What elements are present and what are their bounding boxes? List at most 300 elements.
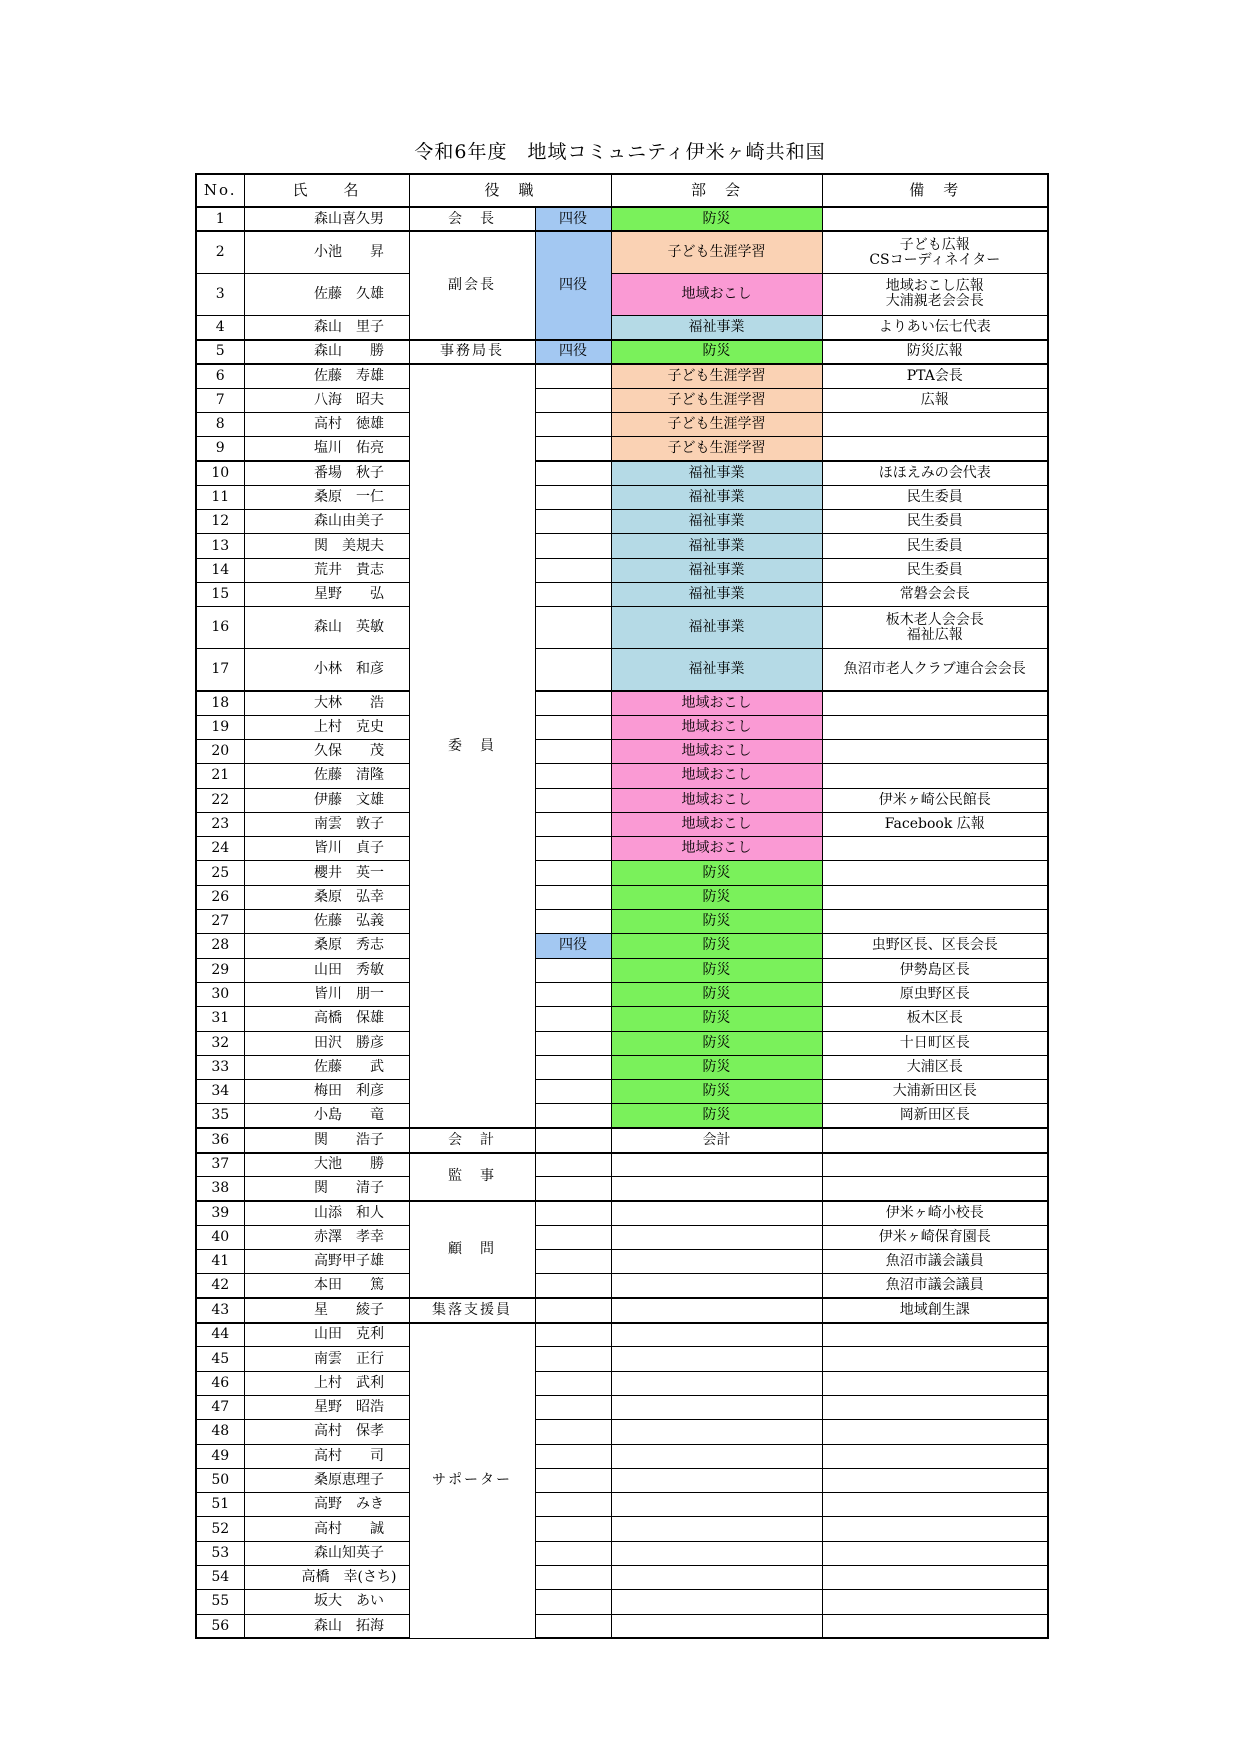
dept-cell: 地域おこし: [611, 812, 822, 836]
member-name: [244, 649, 409, 691]
row-number: 49: [196, 1444, 244, 1468]
member-name: [244, 388, 409, 412]
note-cell: [822, 1468, 1048, 1492]
dept-cell: 福祉事業: [611, 510, 822, 534]
member-name: [244, 1177, 409, 1201]
member-name: [244, 982, 409, 1006]
member-name-text: 関 美規夫: [314, 537, 384, 554]
yonyaku-cell: [535, 1395, 611, 1419]
row-number: 3: [196, 273, 244, 315]
dept-cell: [611, 1420, 822, 1444]
row-number: 30: [196, 982, 244, 1006]
yonyaku-cell: [535, 1371, 611, 1395]
yonyaku-cell: [535, 1323, 611, 1347]
table-row: [196, 437, 1048, 461]
note-cell: [822, 510, 1048, 534]
member-name: [244, 1104, 409, 1128]
yonyaku-cell: [535, 1444, 611, 1468]
row-number: 22: [196, 788, 244, 812]
member-name: [244, 861, 409, 885]
dept-cell: 防災: [611, 910, 822, 934]
yonyaku-cell: [535, 1420, 611, 1444]
member-name: [244, 1153, 409, 1177]
header-position: 役 職: [409, 174, 611, 207]
table-row: [196, 1347, 1048, 1371]
dept-cell: 防災: [611, 1080, 822, 1104]
member-name: [244, 1201, 409, 1225]
row-number: 35: [196, 1104, 244, 1128]
dept-cell: 防災: [611, 1055, 822, 1079]
row-number: 5: [196, 340, 244, 364]
note-cell: [822, 1590, 1048, 1614]
member-name: [244, 364, 409, 388]
table-row: [196, 1614, 1048, 1638]
dept-cell: 福祉事業: [611, 649, 822, 691]
table-row: [196, 1590, 1048, 1614]
yonyaku-cell: [535, 861, 611, 885]
table-row: [196, 340, 1048, 364]
position-fukukaicho: 副会長: [409, 231, 535, 339]
note-cell: [822, 812, 1048, 836]
note-cell: [822, 1614, 1048, 1638]
row-number: 32: [196, 1031, 244, 1055]
note-text: 子ども広報: [899, 236, 970, 253]
row-number: 29: [196, 958, 244, 982]
row-number: 7: [196, 388, 244, 412]
yonyaku-cell: [535, 649, 611, 691]
table-row: [196, 1517, 1048, 1541]
dept-cell: 地域おこし: [611, 788, 822, 812]
note-cell: [822, 1347, 1048, 1371]
member-name-text: 塩川 佑亮: [314, 440, 384, 457]
row-number: 23: [196, 812, 244, 836]
table-row: [196, 315, 1048, 339]
member-name-text: 星野 弘: [314, 586, 384, 603]
member-name-text: 伊藤 文雄: [314, 791, 384, 808]
yonyaku-cell: [535, 1468, 611, 1492]
dept-cell: 子ども生涯学習: [611, 231, 822, 273]
member-name: [244, 510, 409, 534]
member-name-text: 南雲 敦子: [314, 815, 384, 832]
member-name: [244, 1566, 409, 1590]
row-number: 52: [196, 1517, 244, 1541]
member-name-text: 関 浩子: [314, 1131, 384, 1148]
row-number: 37: [196, 1153, 244, 1177]
position-iin: 委 員: [409, 364, 535, 1128]
note-cell: [822, 207, 1048, 231]
member-name-text: 大池 勝: [314, 1156, 384, 1173]
note-text: 板木区長: [906, 1010, 963, 1027]
yonyaku-cell: [535, 510, 611, 534]
table-header-row: [196, 174, 1048, 207]
note-cell: [822, 437, 1048, 461]
member-name: [244, 1298, 409, 1322]
member-name-text: 高村 徳雄: [314, 416, 384, 433]
member-name-text: 佐藤 弘義: [314, 913, 384, 930]
position-jimukyokucho: 事務局長: [409, 340, 535, 364]
row-number: 31: [196, 1007, 244, 1031]
yonyaku-cell: [535, 1080, 611, 1104]
member-name-text: 高橋 幸(さち): [301, 1569, 397, 1586]
note-cell: [822, 1104, 1048, 1128]
dept-cell: 防災: [611, 1031, 822, 1055]
row-number: 55: [196, 1590, 244, 1614]
note-cell: [822, 388, 1048, 412]
note-cell: [822, 558, 1048, 582]
member-name: [244, 1031, 409, 1055]
note-cell: [822, 1153, 1048, 1177]
dept-cell: 福祉事業: [611, 485, 822, 509]
note-cell: [822, 958, 1048, 982]
position-supporter: サポーター: [409, 1323, 535, 1639]
note-text: 地域おこし広報: [885, 278, 984, 295]
dept-cell: 地域おこし: [611, 764, 822, 788]
dept-cell: 福祉事業: [611, 607, 822, 649]
table-row: [196, 1298, 1048, 1322]
table-row: [196, 715, 1048, 739]
note-cell: [822, 273, 1048, 315]
member-name-text: 桑原 弘幸: [314, 888, 384, 905]
member-name-text: 森山 英敏: [314, 619, 384, 636]
table-row: [196, 1468, 1048, 1492]
note-text: 岡新田区長: [899, 1107, 970, 1124]
table-row: [196, 1371, 1048, 1395]
note-text: 防災広報: [906, 343, 963, 360]
position-kanji: 監 事: [409, 1153, 535, 1202]
row-number: 34: [196, 1080, 244, 1104]
table-row: [196, 1566, 1048, 1590]
note-cell: [822, 1444, 1048, 1468]
row-number: 56: [196, 1614, 244, 1638]
row-number: 48: [196, 1420, 244, 1444]
table-row: [196, 837, 1048, 861]
note-cell: [822, 1566, 1048, 1590]
member-name: [244, 934, 409, 958]
position-kaicho: 会 長: [409, 207, 535, 231]
row-number: 41: [196, 1250, 244, 1274]
row-number: 21: [196, 764, 244, 788]
note-text: 伊勢島区長: [899, 961, 970, 978]
member-name: [244, 812, 409, 836]
row-number: 8: [196, 412, 244, 436]
yonyaku-cell: [535, 1298, 611, 1322]
dept-cell: 防災: [611, 958, 822, 982]
member-name: [244, 207, 409, 231]
position-kaikei: 会 計: [409, 1128, 535, 1152]
yonyaku-cell: 四役: [535, 207, 611, 231]
note-cell: [822, 231, 1048, 273]
member-name-text: 森山喜久男: [314, 210, 384, 227]
member-name-text: 桑原 秀志: [314, 937, 384, 954]
member-name-text: 番場 秋子: [314, 464, 384, 481]
dept-cell: [611, 1347, 822, 1371]
table-row: [196, 207, 1048, 231]
row-number: 10: [196, 461, 244, 485]
yonyaku-cell: [535, 558, 611, 582]
member-name: [244, 1055, 409, 1079]
row-number: 50: [196, 1468, 244, 1492]
table-row: [196, 649, 1048, 691]
yonyaku-cell: [535, 1566, 611, 1590]
member-name: [244, 558, 409, 582]
member-name: [244, 273, 409, 315]
member-name-text: 森山 勝: [314, 343, 384, 360]
member-name: [244, 461, 409, 485]
row-number: 4: [196, 315, 244, 339]
yonyaku-badge: 四役: [535, 231, 611, 339]
table-row: [196, 231, 1048, 273]
row-number: 26: [196, 885, 244, 909]
table-row: [196, 982, 1048, 1006]
yonyaku-cell: [535, 388, 611, 412]
member-name: [244, 1468, 409, 1492]
note-text: 伊米ヶ崎保育園長: [878, 1229, 991, 1246]
dept-cell: [611, 1590, 822, 1614]
note-cell: [822, 885, 1048, 909]
dept-cell: 防災: [611, 1007, 822, 1031]
note-text: 常磐会会長: [899, 586, 970, 603]
member-name-text: 佐藤 久雄: [314, 285, 384, 302]
note-cell: [822, 1201, 1048, 1225]
table-row: [196, 1323, 1048, 1347]
dept-cell: 防災: [611, 207, 822, 231]
member-name-text: 小池 昇: [314, 244, 384, 261]
member-name: [244, 315, 409, 339]
member-name: [244, 1080, 409, 1104]
note-cell: [822, 1395, 1048, 1419]
table-row: [196, 691, 1048, 715]
member-name-text: 高村 司: [314, 1447, 384, 1464]
yonyaku-cell: [535, 982, 611, 1006]
note-text: Facebook 広報: [884, 815, 985, 832]
yonyaku-cell: [535, 1225, 611, 1249]
yonyaku-cell: [535, 364, 611, 388]
table-row: [196, 1031, 1048, 1055]
row-number: 33: [196, 1055, 244, 1079]
row-number: 25: [196, 861, 244, 885]
yonyaku-cell: [535, 1590, 611, 1614]
note-cell: [822, 315, 1048, 339]
member-name-text: 本田 篤: [314, 1277, 384, 1294]
row-number: 53: [196, 1541, 244, 1565]
member-name: [244, 910, 409, 934]
member-name-text: 山田 克利: [314, 1326, 384, 1343]
yonyaku-cell: [535, 485, 611, 509]
member-name-text: 梅田 利彦: [314, 1083, 384, 1100]
member-name-text: 山田 秀敏: [314, 961, 384, 978]
note-text: 地域創生課: [899, 1301, 970, 1318]
yonyaku-cell: 四役: [535, 340, 611, 364]
yonyaku-cell: [535, 764, 611, 788]
yonyaku-cell: [535, 788, 611, 812]
header-note: 備 考: [822, 174, 1048, 207]
dept-cell: [611, 1274, 822, 1298]
dept-cell: [611, 1323, 822, 1347]
yonyaku-cell: [535, 1614, 611, 1638]
note-cell: [822, 691, 1048, 715]
yonyaku-cell: [535, 1104, 611, 1128]
row-number: 14: [196, 558, 244, 582]
member-name: [244, 1007, 409, 1031]
member-name-text: 桑原恵理子: [314, 1472, 384, 1488]
dept-cell: 福祉事業: [611, 583, 822, 607]
note-text-2: CSコーディネイター: [869, 251, 1001, 268]
table-row: [196, 461, 1048, 485]
member-name-text: 高村 保孝: [314, 1423, 384, 1440]
member-name-text: 星野 昭浩: [314, 1399, 384, 1416]
note-text-2: 福祉広報: [906, 626, 963, 643]
member-name: [244, 715, 409, 739]
member-name: [244, 534, 409, 558]
note-text: 魚沼市議会議員: [885, 1253, 984, 1270]
row-number: 39: [196, 1201, 244, 1225]
member-roster-table: [195, 173, 1049, 1639]
table-row: [196, 558, 1048, 582]
table-row: [196, 583, 1048, 607]
yonyaku-cell: [535, 1493, 611, 1517]
dept-cell: 福祉事業: [611, 315, 822, 339]
table-row: [196, 861, 1048, 885]
note-cell: [822, 364, 1048, 388]
dept-cell: 地域おこし: [611, 739, 822, 763]
note-text: 魚沼市議会議員: [885, 1277, 984, 1294]
member-name: [244, 788, 409, 812]
member-name: [244, 1323, 409, 1347]
table-row: [196, 1444, 1048, 1468]
note-cell: [822, 1007, 1048, 1031]
yonyaku-cell: [535, 583, 611, 607]
table-row: [196, 1055, 1048, 1079]
table-row: [196, 1225, 1048, 1249]
member-name-text: 八海 昭夫: [314, 391, 384, 408]
note-text: 虫野区長、区長会長: [871, 937, 998, 954]
dept-cell: 福祉事業: [611, 461, 822, 485]
note-text: ほほえみの会代表: [878, 464, 991, 481]
member-name-text: 佐藤 武: [314, 1058, 384, 1075]
row-number: 6: [196, 364, 244, 388]
yonyaku-cell: [535, 1128, 611, 1152]
yonyaku-cell: [535, 1250, 611, 1274]
member-name-text: 高橋 保雄: [314, 1010, 384, 1027]
dept-cell: 防災: [611, 885, 822, 909]
member-name: [244, 1517, 409, 1541]
dept-cell: [611, 1395, 822, 1419]
dept-cell: [611, 1566, 822, 1590]
member-name: [244, 885, 409, 909]
dept-cell: [611, 1153, 822, 1177]
note-cell: [822, 1493, 1048, 1517]
member-name: [244, 412, 409, 436]
table-row: [196, 885, 1048, 909]
member-name-text: 山添 和人: [314, 1204, 384, 1221]
note-text: 広報: [920, 391, 949, 408]
row-number: 27: [196, 910, 244, 934]
table-row: [196, 1007, 1048, 1031]
dept-cell: [611, 1614, 822, 1638]
member-name: [244, 485, 409, 509]
yonyaku-cell: [535, 461, 611, 485]
table-row: [196, 1153, 1048, 1177]
member-name: [244, 1128, 409, 1152]
note-text: 民生委員: [906, 537, 963, 554]
note-cell: [822, 1420, 1048, 1444]
yonyaku-cell: [535, 1153, 611, 1177]
member-name-text: 田沢 勝彦: [314, 1034, 384, 1051]
note-text: 民生委員: [906, 489, 963, 506]
yonyaku-cell: [535, 437, 611, 461]
row-number: 17: [196, 649, 244, 691]
dept-cell: [611, 1225, 822, 1249]
row-number: 11: [196, 485, 244, 509]
yonyaku-cell: [535, 1517, 611, 1541]
member-name: [244, 1444, 409, 1468]
member-name-text: 南雲 正行: [314, 1350, 384, 1367]
member-name-text: 森山 拓海: [314, 1617, 384, 1634]
member-name: [244, 739, 409, 763]
yonyaku-cell: [535, 1007, 611, 1031]
row-number: 2: [196, 231, 244, 273]
yonyaku-cell: [535, 1201, 611, 1225]
row-number: 42: [196, 1274, 244, 1298]
member-name-text: 大林 浩: [314, 694, 384, 711]
dept-cell: 地域おこし: [611, 691, 822, 715]
table-row: [196, 1201, 1048, 1225]
position-komon: 顧 問: [409, 1201, 535, 1298]
dept-cell: 地域おこし: [611, 273, 822, 315]
table-row: [196, 510, 1048, 534]
note-text: 大浦新田区長: [892, 1083, 977, 1100]
yonyaku-cell: [535, 837, 611, 861]
table-row: [196, 910, 1048, 934]
header-name: 氏 名: [244, 174, 409, 207]
note-cell: [822, 788, 1048, 812]
member-name: [244, 1347, 409, 1371]
dept-cell: [611, 1250, 822, 1274]
row-number: 43: [196, 1298, 244, 1322]
yonyaku-cell: [535, 739, 611, 763]
yonyaku-cell: 四役: [535, 934, 611, 958]
row-number: 45: [196, 1347, 244, 1371]
member-name: [244, 231, 409, 273]
row-number: 1: [196, 207, 244, 231]
table-row: [196, 364, 1048, 388]
yonyaku-cell: [535, 1274, 611, 1298]
table-row: [196, 607, 1048, 649]
member-name-text: 上村 克史: [314, 718, 384, 735]
dept-cell: 子ども生涯学習: [611, 364, 822, 388]
note-cell: [822, 534, 1048, 558]
note-cell: [822, 861, 1048, 885]
member-name: [244, 1225, 409, 1249]
note-text: 民生委員: [906, 513, 963, 530]
dept-cell: [611, 1201, 822, 1225]
row-number: 9: [196, 437, 244, 461]
member-name-text: 坂大 あい: [314, 1593, 384, 1610]
note-cell: [822, 461, 1048, 485]
dept-cell: 防災: [611, 934, 822, 958]
table-row: [196, 273, 1048, 315]
table-row: [196, 1104, 1048, 1128]
row-number: 28: [196, 934, 244, 958]
row-number: 40: [196, 1225, 244, 1249]
table-row: [196, 412, 1048, 436]
note-text: 伊米ヶ崎公民館長: [878, 791, 991, 808]
row-number: 13: [196, 534, 244, 558]
yonyaku-cell: [535, 715, 611, 739]
member-name-text: 高野甲子雄: [314, 1253, 384, 1270]
member-name-text: 上村 武利: [314, 1374, 384, 1391]
table-row: [196, 388, 1048, 412]
